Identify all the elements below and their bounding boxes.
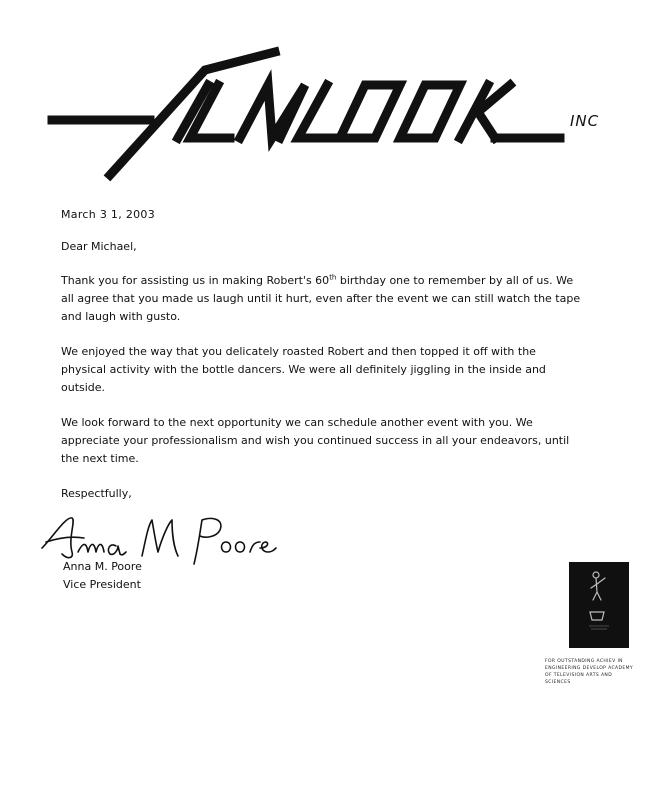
award-caption: FOR OUTSTANDING ACHIEV IN ENGINEERING DEVELOP ACADEMY OF TELEVISION ARTS AND SCIENCES xyxy=(545,659,634,685)
filmlook-logo xyxy=(40,40,600,190)
letter-body xyxy=(61,206,581,503)
signer-block xyxy=(63,558,142,594)
paragraph-1-start: Thank you for assisting us in making Robert's 60 xyxy=(61,274,330,287)
paragraph-1 xyxy=(61,272,581,326)
signer-name: Anna M. Poore xyxy=(63,560,142,573)
signer-title: Vice President xyxy=(63,578,141,591)
award-photo xyxy=(569,562,629,648)
letter-date: March 3 1, 2003 xyxy=(61,208,156,221)
paragraph-3: We look forward to the next opportunity we can schedule another event with you. We appreciate your professionalism and wish you continued success in all your endeavors, until the next time. xyxy=(61,416,570,465)
award-emblem xyxy=(545,560,635,710)
letterhead xyxy=(40,40,640,190)
ordinal-suffix: th xyxy=(329,273,337,282)
paragraph-1-end: birthday one to remember by all of us. We all agree that you made us laugh until it hurt, even after the event we can still watch the tape and laugh with gusto. xyxy=(61,274,581,323)
paragraph-2: We enjoyed the way that you delicately roasted Robert and then topped it off with the physical activity with the bottle dancers. We were all definitely jiggling in the inside and outside. xyxy=(61,345,546,394)
statuette-icon xyxy=(569,562,629,648)
closing: Respectfully, xyxy=(61,487,132,500)
salutation: Dear Michael, xyxy=(61,240,137,253)
inc-label: INC xyxy=(570,112,600,130)
